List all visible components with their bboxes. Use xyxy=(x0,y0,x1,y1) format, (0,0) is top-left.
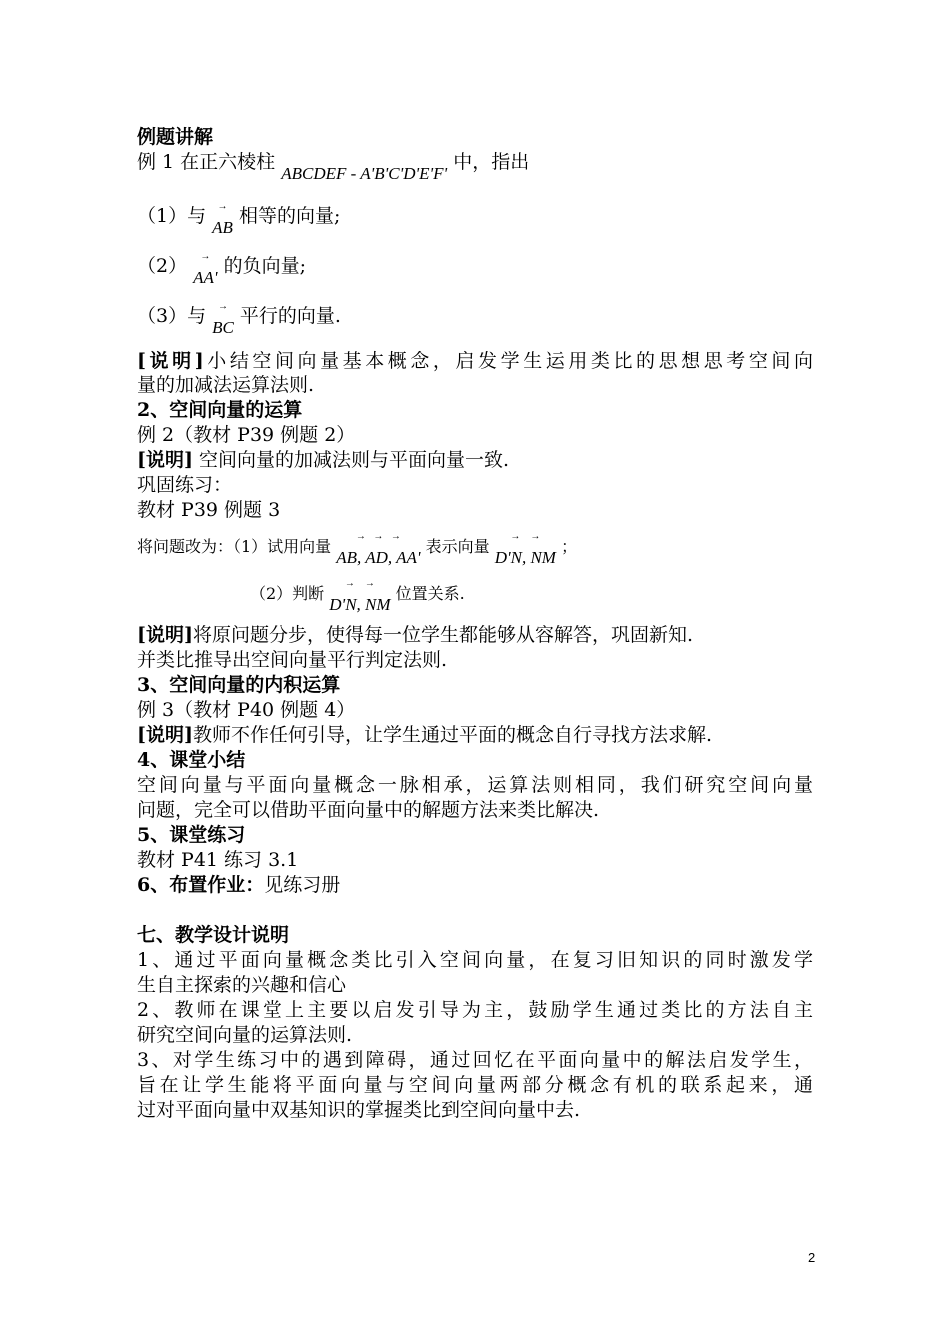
changed-question-1 xyxy=(137,531,578,567)
judge-suffix: 位置关系. xyxy=(395,584,465,603)
arrow-icon: → xyxy=(218,301,228,312)
vector-bc-label: BC xyxy=(212,318,234,337)
question-3-suffix: 平行的向量. xyxy=(239,305,341,327)
arrow-icon: → → → xyxy=(355,531,401,542)
section-3-title: 3、空间向量的内积运算 xyxy=(137,674,341,696)
practice-line: 教材 P41 练习 3.1 xyxy=(137,849,299,871)
judge-prefix: （2）判断 xyxy=(250,584,325,603)
vectors-dn-nm-2-label: D'N, NM xyxy=(329,595,391,614)
design-3-line-1: 3、对学生练习中的遇到障碍，通过回忆在平面向量中的解法启发学生， xyxy=(137,1049,813,1071)
section-6-text: 见练习册 xyxy=(264,874,341,896)
section-7-title: 七、教学设计说明 xyxy=(137,924,290,946)
changed-question-end: ； xyxy=(561,537,578,556)
section-2-title: 2、空间向量的运算 xyxy=(137,399,303,421)
example-1-line xyxy=(137,150,530,183)
design-1-line-1: 1、通过平面向量概念类比引入空间向量，在复习旧知识的同时激发学 xyxy=(137,949,813,971)
changed-question-prefix: 将问题改为：（1）试用向量 xyxy=(137,537,332,556)
vectors-dn-nm-2 xyxy=(329,578,391,617)
note-tag: [说明] xyxy=(137,724,193,746)
design-3-line-2: 旨在让学生能将平面向量与空间向量两部分概念有机的联系起来，通 xyxy=(137,1074,813,1096)
example-2: 例 2（教材 P39 例题 2） xyxy=(137,424,356,446)
note-4 xyxy=(137,723,712,747)
vector-ab-label: AB xyxy=(212,218,233,237)
section-4-title: 4、课堂小结 xyxy=(137,749,246,771)
prism-name: ABCDEF - A'B'C'D'E'F' xyxy=(281,164,448,183)
heading-examples: 例题讲解 xyxy=(137,126,214,148)
page-number: 2 xyxy=(808,1250,816,1265)
question-2-suffix: 的负向量; xyxy=(223,255,306,277)
note-1-line-1 xyxy=(137,349,813,373)
vector-aa-prime xyxy=(193,251,218,290)
note-1-line-2: 量的加减法运算法则. xyxy=(137,374,315,396)
vector-aa-prime-label: AA' xyxy=(193,268,218,287)
vectors-ab-ad-aa-label: AB, AD, AA' xyxy=(336,548,421,567)
question-3-prefix: （3）与 xyxy=(137,305,207,327)
summary-line-2: 问题，完全可以借助平面向量中的解题方法来类比解决. xyxy=(137,799,600,821)
vector-bc xyxy=(212,301,234,340)
note-tag: [说明] xyxy=(137,350,204,372)
arrow-icon: → xyxy=(200,251,211,262)
summary-line-1: 空间向量与平面向量概念一脉相承，运算法则相同，我们研究空间向量 xyxy=(137,774,813,796)
section-5-title: 5、课堂练习 xyxy=(137,824,246,846)
note-tag: [说明] xyxy=(137,449,193,471)
question-1 xyxy=(137,201,341,237)
design-2-line-1: 2、教师在课堂上主要以启发引导为主，鼓励学生通过类比的方法自主 xyxy=(137,999,813,1021)
changed-question-mid: 表示向量 xyxy=(425,537,490,556)
note-2-text: 空间向量的加减法则与平面向量一致. xyxy=(199,449,510,471)
example-3: 例 3（教材 P40 例题 4） xyxy=(137,699,356,721)
question-1-prefix: （1）与 xyxy=(137,205,207,227)
note-3-line-1 xyxy=(137,623,693,647)
question-3 xyxy=(137,301,341,337)
vectors-ab-ad-aa xyxy=(336,531,421,570)
vectors-dn-nm-label: D'N, NM xyxy=(494,548,556,567)
design-1-line-2: 生自主探索的兴趣和信心 xyxy=(137,974,347,996)
arrow-icon: → → xyxy=(510,531,541,542)
note-2 xyxy=(137,448,509,472)
note-3-text: 将原问题分步，使得每一位学生都能够从容解答，巩固新知. xyxy=(192,624,694,646)
consolidate-label: 巩固练习： xyxy=(137,474,233,496)
note-1-text: 小结空间向量基本概念，启发学生运用类比的思想思考空间向 xyxy=(203,350,813,372)
design-2-line-2: 研究空间向量的运算法则. xyxy=(137,1024,353,1046)
arrow-icon: → xyxy=(217,201,228,212)
example-1-intro: 例 1 在正六棱柱 xyxy=(137,151,276,173)
section-6-title: 6、布置作业： xyxy=(137,874,265,896)
changed-question-2 xyxy=(250,578,465,614)
note-tag: [说明] xyxy=(137,624,193,646)
question-2 xyxy=(137,251,306,287)
section-6 xyxy=(137,873,340,897)
textbook-example-3: 教材 P39 例题 3 xyxy=(137,499,281,521)
design-3-line-3: 过对平面向量中双基知识的掌握类比到空间向量中去. xyxy=(137,1099,581,1121)
arrow-icon: → → xyxy=(344,578,375,589)
question-1-suffix: 相等的向量; xyxy=(238,205,341,227)
note-3-line-2: 并类比推导出空间向量平行判定法则. xyxy=(137,649,448,671)
vector-ab xyxy=(212,201,233,240)
vectors-dn-nm xyxy=(494,531,556,570)
example-1-tail: 中，指出 xyxy=(453,151,530,173)
question-2-prefix: （2） xyxy=(137,255,188,277)
note-4-text: 教师不作任何引导，让学生通过平面的概念自行寻找方法求解. xyxy=(192,724,713,746)
